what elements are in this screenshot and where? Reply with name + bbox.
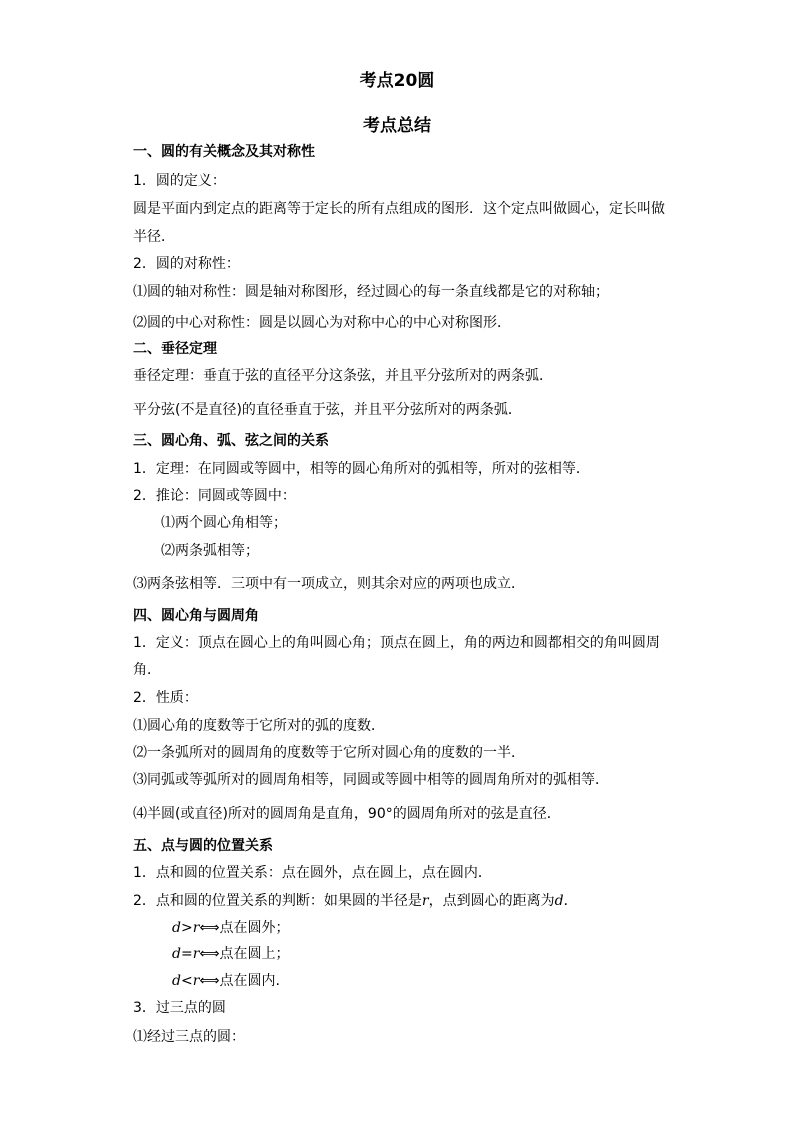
s3-line-2: 2．推论：同圆或等圆中： [133,488,296,504]
s2-line-1: 垂径定理：垂直于弦的直径平分这条弦，并且平分弦所对的两条弧． [133,368,553,384]
s1-line-1: 1．圆的定义： [133,173,226,189]
s1-line-5: ⑴圆的轴对称性：圆是轴对称图形，经过圆心的每一条直线都是它的对称轴； [133,284,609,300]
distance-symbol: d [172,920,181,936]
relation-eq: = [180,946,193,962]
section-3-heading: 三、圆心角、弧、弦之间的关系 [133,433,329,449]
page-subtitle: 考点总结 [363,116,431,136]
s4-line-2: 角． [133,662,161,678]
s3-line-4: ⑵两条弧相等； [161,543,259,559]
condition-on [172,945,289,963]
condition-outside [172,919,289,937]
s5-line-4: ⑴经过三点的圆： [133,1029,245,1045]
radius-symbol: r [421,893,429,909]
s3-line-5: ⑶两条弦相等．三项中有一项成立，则其余对应的两项也成立． [133,576,525,592]
s3-line-3: ⑴两个圆心角相等； [161,515,287,531]
relation-gt: > [180,920,193,936]
s5-line-3: 3．过三点的圆 [133,1000,226,1016]
s4-line-5: ⑵一条弧所对的圆周角的度数等于它所对圆心角的度数的一半． [133,745,525,761]
section-1-heading: 一、圆的有关概念及其对称性 [133,144,315,160]
distance-symbol: d [554,893,564,909]
distance-symbol: d [172,973,181,989]
s5-line-2-part-c: ． [563,893,578,909]
s4-line-7: ⑷半圆(或直径)所对的圆周角是直角，90°的圆周角所对的弦是直径． [133,806,561,822]
s5-line-1: 1．点和圆的位置关系：点在圆外，点在圆上，点在圆内． [133,865,492,881]
radius-symbol: r [192,946,200,962]
s5-line-2 [133,892,578,910]
s2-line-2: 平分弦(不是直径)的直径垂直于弦，并且平分弦所对的两条弧． [133,402,522,418]
section-4-heading: 四、圆心角与圆周角 [133,608,259,624]
section-5-heading: 五、点与圆的位置关系 [133,838,273,854]
section-2-heading: 二、垂径定理 [133,341,217,357]
relation-lt: < [180,973,193,989]
s5-line-2-part-a: 2．点和圆的位置关系的判断：如果圆的半径是 [133,893,422,909]
s4-line-1: 1．定义：顶点在圆心上的角叫圆心角；顶点在圆上，角的两边和圆都相交的角叫圆周 [133,635,660,651]
s1-line-2: 圆是平面内到定点的距离等于定长的所有点组成的图形．这个定点叫做圆心，定长叫做 [133,201,665,217]
radius-symbol: r [192,920,200,936]
s3-line-1: 1．定理：在同圆或等圆中，相等的圆心角所对的弧相等，所对的弦相等． [133,461,590,477]
distance-symbol: d [172,946,181,962]
condition-outside-text: ⟺点在圆外； [199,920,290,936]
condition-inside-text: ⟺点在圆内. [199,973,280,989]
condition-on-text: ⟺点在圆上； [199,946,290,962]
s4-line-3: 2．性质： [133,690,198,706]
s4-line-4: ⑴圆心角的度数等于它所对的弧的度数． [133,718,385,734]
s1-line-3: 半径． [133,229,175,245]
radius-symbol: r [192,973,200,989]
condition-inside [172,972,280,990]
s5-line-2-part-b: ，点到圆心的距离为 [428,893,555,909]
s1-line-6: ⑵圆的中心对称性：圆是以圆心为对称中心的中心对称图形． [133,315,511,331]
page-title: 考点20圆 [359,71,435,91]
s4-line-6: ⑶同弧或等弧所对的圆周角相等，同圆或等圆中相等的圆周角所对的弧相等． [133,772,609,788]
s1-line-4: 2．圆的对称性： [133,256,240,272]
